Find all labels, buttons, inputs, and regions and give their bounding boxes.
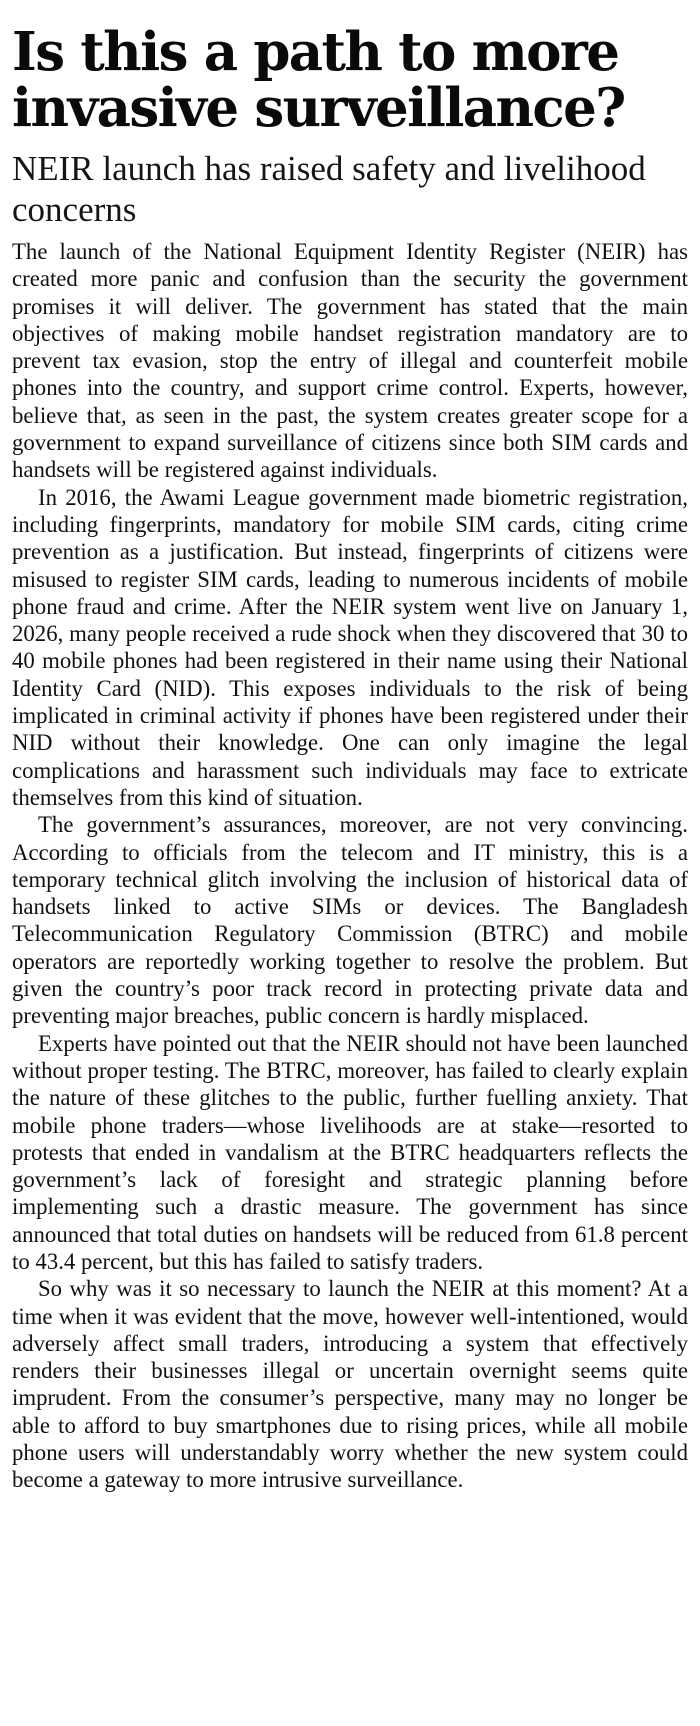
paragraph: In 2016, the Awami League government made biometric registration, including fingerprints, mandatory for mobile SIM cards, citing crime prevention as a justification. But instead, fingerprints of citizens were misused to register SIM cards, leading to numerous incidents of mobile phone fraud and crime. After the NEIR system went live on January 1, 2026, many people received a rude shock when they discovered that 30 to 40 mobile phones had been registered in their name using their National Identity Card (NID). This exposes individuals to the risk of being implicated in criminal activity if phones have been registered under their NID without their knowledge. One can only imagine the legal complications and harassment such individuals may face to extricate themselves from this kind of situation.: [12, 484, 688, 810]
paragraph: The launch of the National Equipment Identity Register (NEIR) has created more panic and confusion than the security the government promises it will deliver. The government has stated that the main objectives of making mobile handset registration mandatory are to prevent tax evasion, stop the entry of illegal and counterfeit mobile phones into the country, and support crime control. Experts, however, believe that, as seen in the past, the system creates greater scope for a government to expand surveillance of citizens since both SIM cards and handsets will be registered against individuals.: [12, 239, 688, 483]
headline: Is this a path to more invasive surveillance?: [12, 21, 625, 139]
paragraph: So why was it so necessary to launch the NEIR at this moment? At a time when it was evident that the move, however well-intentioned, would adversely affect small traders, introducing a system that effectively renders their businesses illegal or uncertain overnight seems quite imprudent. From the consumer’s perspective, many may no longer be able to afford to buy smartphones due to rising prices, while all mobile phone users will understandably worry whether the new system could become a gateway to more intrusive surveillance.: [12, 1276, 688, 1493]
paragraph: The government’s assurances, moreover, are not very convincing. According to officials from the telecom and IT ministry, this is a temporary technical glitch involving the inclusion of historical data of handsets linked to active SIMs or devices. The Bangladesh Telecommunication Regulatory Commission (BTRC) and mobile operators are reportedly working together to resolve the problem. But given the country’s poor track record in protecting private data and preventing major breaches, public concern is hardly misplaced.: [12, 812, 688, 1029]
paragraph: Experts have pointed out that the NEIR should not have been launched without proper testing. The BTRC, moreover, has failed to clearly explain the nature of these glitches to the public, further fuelling anxiety. That mobile phone traders—whose livelihoods are at stake—resorted to protests that ended in vandalism at the BTRC headquarters reflects the government’s lack of foresight and strategic planning before implementing such a drastic measure. The government has since announced that total duties on handsets will be reduced from 61.8 percent to 43.4 percent, but this has failed to satisfy traders.: [12, 1030, 688, 1274]
article-body: [12, 238, 688, 1494]
subheadline: NEIR launch has raised safety and livelihood concerns: [12, 149, 646, 229]
